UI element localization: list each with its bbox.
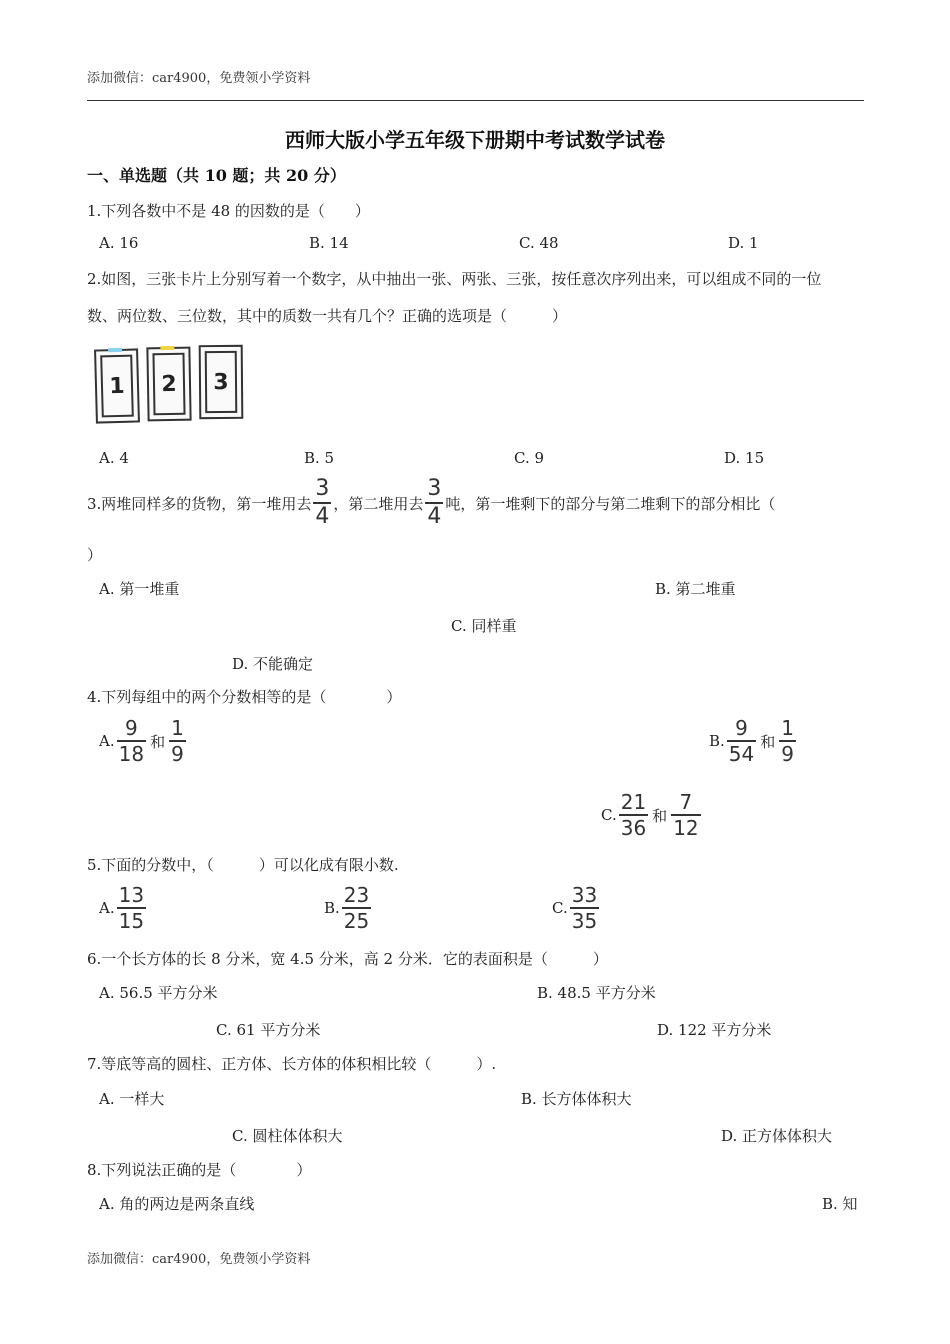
denominator: 12 <box>673 816 699 840</box>
q7-option-a[interactable]: A. 一样大 <box>99 1090 165 1108</box>
question-2-line-2: 数、两位数、三位数，其中的质数一共有几个？正确的选项是（ ） <box>87 307 568 325</box>
card-digit: 2 <box>152 353 185 416</box>
q7-option-c[interactable]: C. 圆柱体体积大 <box>232 1127 343 1145</box>
numerator: 23 <box>343 883 370 907</box>
tape-mark <box>108 348 122 352</box>
and-word: 和 <box>760 732 776 751</box>
q2-option-c[interactable]: C. 9 <box>514 449 545 467</box>
q1-option-b[interactable]: B. 14 <box>309 234 349 252</box>
numerator: 3 <box>427 476 442 501</box>
question-7: 7.等底等高的圆柱、正方体、长方体的体积相比较（ ）. <box>87 1055 497 1073</box>
numerator: 3 <box>315 476 330 501</box>
fraction <box>619 792 648 838</box>
q3-option-c[interactable]: C. 同样重 <box>451 617 517 635</box>
page-header: 添加微信：car4900，免费领小学资料 <box>87 71 311 86</box>
question-2-line-1: 2.如图，三张卡片上分别写着一个数字，从中抽出一张、两张、三张，按任意次序列出来，可以组成不同的一位 <box>87 270 822 288</box>
denominator: 35 <box>571 909 598 933</box>
option-label: B. <box>324 899 340 917</box>
numerator: 9 <box>735 716 748 740</box>
question-5: 5.下面的分数中，（ ）可以化成有限小数. <box>87 856 399 874</box>
fraction-three-quarters <box>313 478 331 528</box>
fraction <box>779 718 796 764</box>
number-card-2 <box>146 347 191 422</box>
and-word: 和 <box>150 732 166 751</box>
denominator: 54 <box>728 742 755 766</box>
denominator: 4 <box>427 504 442 529</box>
fraction <box>117 718 146 764</box>
fraction <box>117 885 146 931</box>
denominator: 15 <box>118 909 145 933</box>
q8-option-b[interactable]: B. 知 <box>822 1195 858 1213</box>
number-card-1 <box>94 348 140 423</box>
q3-text-part-3: 吨，第一堆剩下的部分与第二堆剩下的部分相比（ <box>445 494 776 513</box>
denominator: 36 <box>620 816 647 840</box>
denominator: 18 <box>118 742 145 766</box>
q8-option-a[interactable]: A. 角的两边是两条直线 <box>99 1195 255 1213</box>
question-1: 1.下列各数中不是 48 的因数的是（ ） <box>87 202 370 220</box>
numerator: 33 <box>571 883 598 907</box>
option-label: A. <box>99 899 115 917</box>
question-6: 6.一个长方体的长 8 分米，宽 4.5 分米，高 2 分米．它的表面积是（ ） <box>87 950 608 968</box>
option-label: C. <box>552 899 568 917</box>
q2-option-d[interactable]: D. 15 <box>724 449 765 467</box>
q7-option-d[interactable]: D. 正方体体积大 <box>721 1127 833 1145</box>
q3-option-b[interactable]: B. 第二堆重 <box>655 580 736 598</box>
q3-text-part-1: 3.两堆同样多的货物，第一堆用去 <box>87 494 312 513</box>
denominator: 9 <box>171 742 184 766</box>
card-digit: 1 <box>100 355 134 418</box>
q3-text-part-2: ，第二堆用去 <box>333 494 424 513</box>
tape-mark <box>160 346 174 350</box>
number-card-3 <box>199 345 244 419</box>
header-divider <box>87 100 864 101</box>
fraction <box>671 792 700 838</box>
q5-option-c[interactable] <box>552 883 601 933</box>
q6-option-c[interactable]: C. 61 平方分米 <box>216 1021 321 1039</box>
q1-option-c[interactable]: C. 48 <box>519 234 559 252</box>
q5-option-b[interactable] <box>324 883 373 933</box>
numerator: 1 <box>171 716 184 740</box>
numerator: 9 <box>124 716 138 740</box>
q7-option-b[interactable]: B. 长方体体积大 <box>521 1090 632 1108</box>
q6-option-b[interactable]: B. 48.5 平方分米 <box>537 984 656 1002</box>
option-label: A. <box>99 732 115 750</box>
page-footer: 添加微信：car4900，免费领小学资料 <box>87 1252 311 1267</box>
q5-option-a[interactable] <box>99 883 148 933</box>
denominator: 25 <box>343 909 370 933</box>
fraction-three-quarters <box>425 478 443 528</box>
numerator: 1 <box>781 716 794 740</box>
option-label: B. <box>709 732 725 750</box>
fraction <box>169 718 186 764</box>
q6-option-d[interactable]: D. 122 平方分米 <box>657 1021 772 1039</box>
page-title: 西师大版小学五年级下册期中考试数学试卷 <box>285 128 665 152</box>
q1-option-d[interactable]: D. 1 <box>728 234 759 252</box>
question-3 <box>87 478 775 528</box>
q1-option-a[interactable]: A. 16 <box>99 234 139 252</box>
q3-option-a[interactable]: A. 第一堆重 <box>99 580 180 598</box>
question-8: 8.下列说法正确的是（ ） <box>87 1161 312 1179</box>
q4-option-b[interactable] <box>709 716 798 766</box>
numerator: 21 <box>620 790 647 814</box>
numerator: 7 <box>679 790 693 814</box>
card-digit: 3 <box>205 351 238 413</box>
q4-option-a[interactable] <box>99 716 188 766</box>
section-heading: 一、单选题（共 10 题；共 20 分） <box>87 166 346 185</box>
q4-option-c[interactable] <box>601 790 703 840</box>
fraction <box>342 885 371 931</box>
denominator: 4 <box>315 504 330 529</box>
option-label: C. <box>601 806 617 824</box>
and-word: 和 <box>652 806 668 825</box>
question-3-line-2: ） <box>87 546 103 564</box>
denominator: 9 <box>781 742 794 766</box>
fraction <box>727 718 756 764</box>
q2-option-a[interactable]: A. 4 <box>99 449 129 467</box>
q6-option-a[interactable]: A. 56.5 平方分米 <box>99 984 218 1002</box>
q2-option-b[interactable]: B. 5 <box>304 449 335 467</box>
q3-option-d[interactable]: D. 不能确定 <box>232 655 314 673</box>
numerator: 13 <box>118 883 145 907</box>
question-4: 4.下列每组中的两个分数相等的是（ ） <box>87 688 402 706</box>
fraction <box>570 885 599 931</box>
